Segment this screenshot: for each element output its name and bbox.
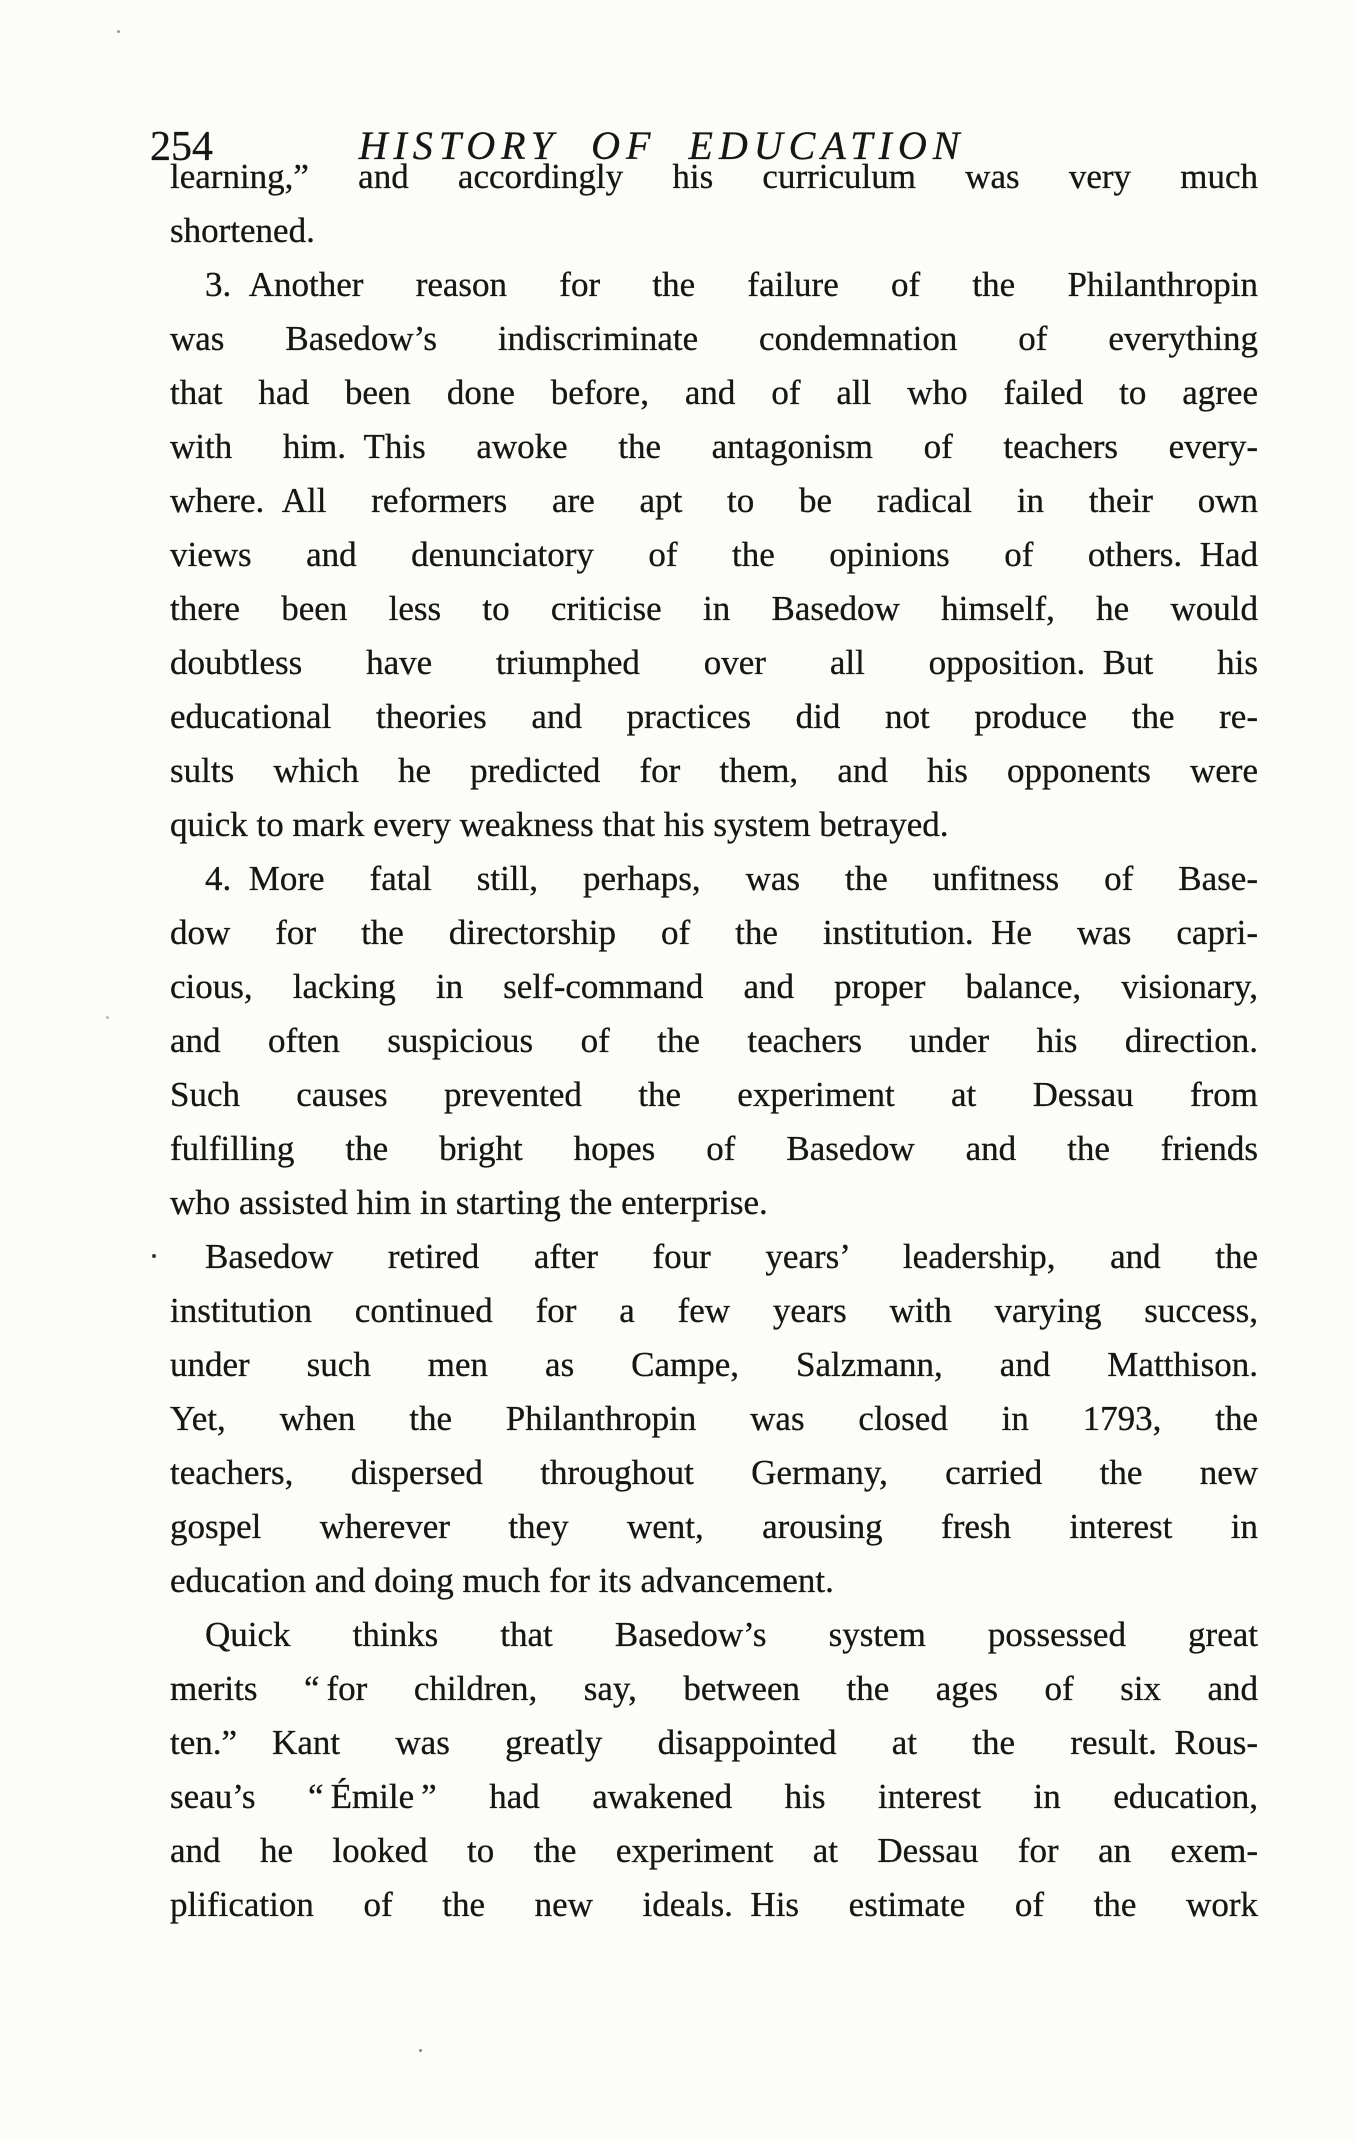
text-line: fulfilling the bright hopes of Basedow and the friends [170,1129,1258,1168]
text-line: plification of the new ideals. His estimate of the work [170,1885,1258,1924]
text-line: with him. This awoke the antagonism of teachers every- [170,427,1258,466]
text-line: educational theories and practices did not produce the re- [170,697,1258,736]
text-line: Quick thinks that Basedow’s system possessed great [205,1615,1258,1654]
text-line: 3. Another reason for the failure of the Philanthropin [205,265,1258,304]
text-line: was Basedow’s indiscriminate condemnation of everything [170,319,1258,358]
text-line: views and denunciatory of the opinions of others. Had [170,535,1258,574]
scan-speck [117,30,120,33]
running-title: HISTORY OF EDUCATION [358,123,966,168]
text-line: 4. More fatal still, perhaps, was the unfitness of Base- [205,859,1258,898]
text-line: there been less to criticise in Basedow himself, he would [170,589,1258,628]
text-line: merits “ for children, say, between the ages of six and [170,1669,1258,1708]
text-line: teachers, dispersed throughout Germany, carried the new [170,1453,1258,1492]
text-line: and often suspicious of the teachers under his direction. [170,1021,1258,1060]
scan-speck [419,2049,422,2052]
text-line: education and doing much for its advancement. [170,1561,834,1600]
text-line: who assisted him in starting the enterprise. [170,1183,768,1222]
text-line: institution continued for a few years with varying success, [170,1291,1258,1330]
text-line: Such causes prevented the experiment at Dessau from [170,1075,1258,1114]
text-line: quick to mark every weakness that his system betrayed. [170,805,949,844]
text-line: dow for the directorship of the institution. He was capri- [170,913,1258,952]
page-number: 254 [150,124,213,170]
text-line: ten.” Kant was greatly disappointed at the result. Rous- [170,1723,1258,1762]
page-body [170,150,1258,1932]
text-line: and he looked to the experiment at Dessau for an exem- [170,1831,1258,1870]
text-line: gospel wherever they went, arousing fresh interest in [170,1507,1258,1546]
text-line: seau’s “ Émile ” had awakened his interest in education, [170,1777,1258,1816]
text-line: Basedow retired after four years’ leadership, and the [205,1237,1258,1276]
text-line: learning,” and accordingly his curriculum was very much [170,157,1258,196]
scan-speck [152,1254,156,1258]
text-line: that had been done before, and of all who failed to agree [170,373,1258,412]
text-line: where. All reformers are apt to be radical in their own [170,481,1258,520]
text-line: under such men as Campe, Salzmann, and Matthison. [170,1345,1258,1384]
scan-speck [106,1016,109,1019]
text-line: cious, lacking in self-command and proper balance, visionary, [170,967,1258,1006]
text-line: sults which he predicted for them, and his opponents were [170,751,1258,790]
text-line: Yet, when the Philanthropin was closed in 1793, the [170,1399,1258,1438]
text-line: shortened. [170,211,315,250]
text-line: doubtless have triumphed over all opposition. But his [170,643,1258,682]
